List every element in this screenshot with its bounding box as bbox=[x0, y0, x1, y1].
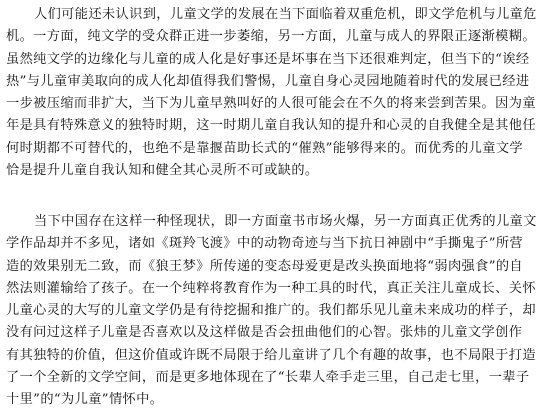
text-line: 有其独特的价值，但这价值或许既不局限于给儿童讲了几个有趣的故事，也不局限于打造 bbox=[6, 347, 536, 363]
text-line: 造的效果别无二致，而《狼王梦》所传递的变态母爱更是改头换面地将“弱肉强食”的自 bbox=[6, 258, 524, 274]
text-line: 儿童心灵的大写的儿童文学仍是有待挖掘和推广的。我们都乐见儿童未来成功的样子，却 bbox=[6, 303, 536, 319]
text-line: 然法则灌输给了孩子。在一个纯粹将教育作为一种工具的时代，真正关注儿童成长、关怀 bbox=[6, 280, 536, 296]
text-line: 热”与儿童审美取向的成人化却值得我们警惕，儿童自身心灵园地随着时代的发展已经进 bbox=[6, 73, 530, 89]
text-line: 了一个全新的文学空间，而是更多地体现在了“长辈人牵手走三里，自己走七里，一辈子 bbox=[6, 370, 530, 386]
text-line: 一步被压缩而非扩大，当下为儿童早熟叫好的人很可能会在不久的将来尝到苦果。因为童 bbox=[6, 96, 536, 112]
paragraph-2 bbox=[6, 211, 537, 412]
text-line: 机。一方面，纯文学的受众群正进一步萎缩，另一方面，儿童与成人的界限正逐渐模糊。 bbox=[6, 29, 536, 45]
text-line: 恰是提升儿童自我认知和健全其心灵所不可或缺的。 bbox=[6, 163, 319, 179]
text-line: 十里”的“为儿童”情怀中。 bbox=[6, 392, 164, 408]
text-line: 虽然纯文学的边缘化与儿童的成人化是好事还是坏事在当下还很难判定，但当下的“诶经 bbox=[6, 51, 530, 67]
text-line: 没有问过这样子儿童是否喜欢以及这样做是否会扭曲他们的心智。张炜的儿童文学创作 bbox=[6, 325, 523, 341]
text-line: 当下中国存在这样一种怪现状，即一方面童书市场火爆，另一方面真正优秀的儿童文 bbox=[34, 214, 537, 229]
text-line: 年是具有特殊意义的独特时期，这一时期儿童自我认知的提升和心灵的自我健全是其他任 bbox=[6, 118, 536, 134]
text-line: 人们可能还未认识到，儿童文学的发展在当下面临着双重危机，即文学危机与儿童危 bbox=[34, 7, 537, 22]
text-line: 学作品却并不多见，诸如《斑羚飞渡》中的动物奇迹与当下抗日神剧中“手撕鬼子”所营 bbox=[6, 236, 524, 252]
paragraph-1 bbox=[6, 4, 537, 182]
text-line: 何时期都不可替代的，也绝不是靠揠苗助长式的“催熟”能够得来的。而优秀的儿童文学 bbox=[6, 140, 524, 156]
